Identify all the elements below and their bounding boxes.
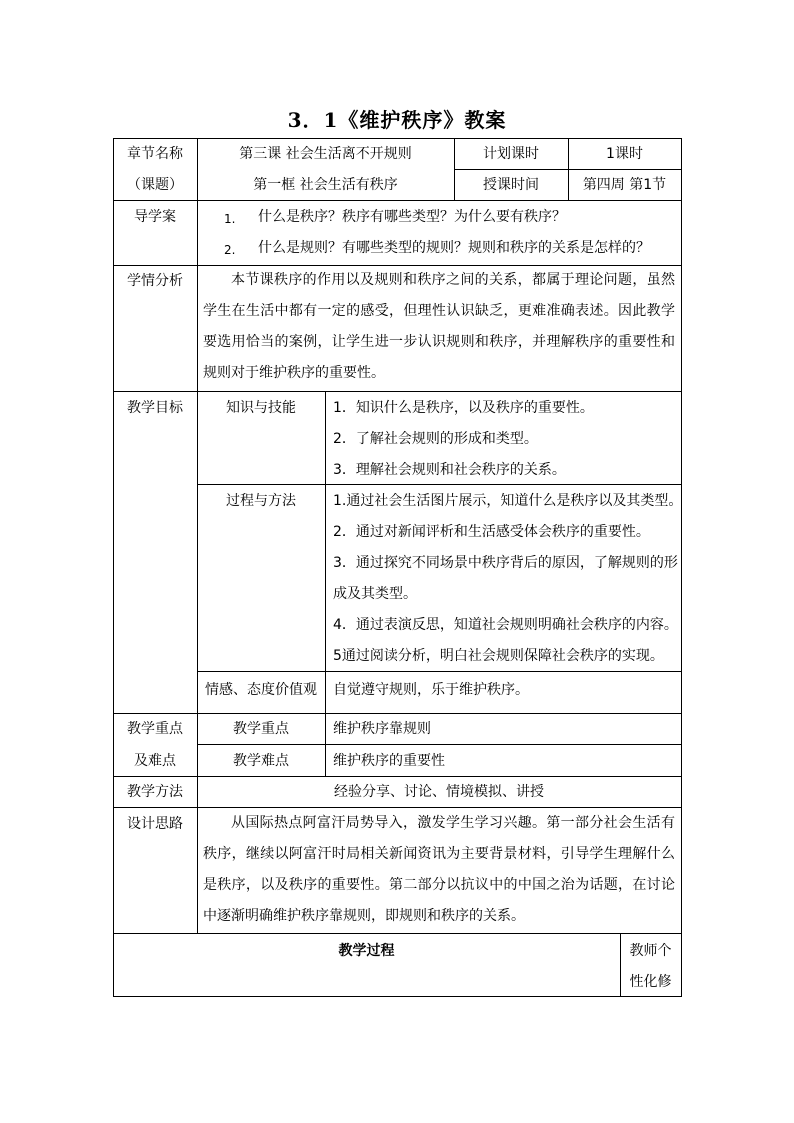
process-item: 4．通过表演反思，知道社会规则明确社会秩序的内容。	[333, 617, 678, 633]
teacher-notes-label-sub: 性化修	[629, 974, 672, 990]
difficulty-text: 维护秩序的重要性	[333, 753, 445, 769]
planned-hours-value: 1课时	[606, 146, 643, 162]
method-label: 教学方法	[127, 784, 183, 800]
teaching-time-label: 授课时间	[483, 177, 539, 193]
analysis-label: 学情分析	[127, 273, 183, 289]
design-text: 从国际热点阿富汗局势导入，激发学生学习兴趣。第一部分社会生活有秩序，继续以阿富汗时局相关新闻资讯为主要背景材料，引导学生理解什么是秩序，以及秩序的重要性。第二部分以抗议中的中国之治为话题，在讨论中逐渐明确维护秩序靠规则，即规则和秩序的关系。	[203, 815, 675, 924]
process-item: 3．通过探究不同场景中秩序背后的原因，了解规则的形	[333, 555, 678, 571]
guide-item-number: 1.	[224, 212, 236, 226]
process-item: 5通过阅读分析，明白社会规则保障社会秩序的实现。	[333, 648, 664, 664]
emotion-label: 情感、态度价值观	[205, 682, 317, 698]
teacher-notes-label: 教师个	[629, 943, 672, 959]
process-item: 成及其类型。	[333, 586, 417, 602]
planned-hours-label: 计划课时	[483, 146, 539, 162]
process-item: 1.通过社会生活图片展示，知道什么是秩序以及其类型。	[333, 493, 683, 509]
knowledge-label: 知识与技能	[226, 400, 296, 416]
teaching-process-label: 教学过程	[338, 943, 395, 959]
page-title: 3．1《维护秩序》教案	[287, 108, 507, 132]
method-text: 经验分享、讨论、情境模拟、讲授	[334, 784, 544, 800]
difficulty-label: 教学难点	[233, 753, 289, 769]
knowledge-item: 1．知识什么是秩序，以及秩序的重要性。	[333, 400, 594, 416]
objectives-label: 教学目标	[127, 400, 183, 416]
lesson-title: 第三课 社会生活离不开规则	[239, 146, 412, 162]
analysis-text: 本节课秩序的作用以及规则和秩序之间的关系，都属于理论问题，虽然学生在生活中都有一定的感受，但理性认识缺乏，更难准确表述。因此教学要选用恰当的案例，让学生进一步认识规则和秩序，并理解秩序的重要性和规则对于维护秩序的重要性。	[203, 272, 675, 381]
guide-label: 导学案	[134, 209, 176, 225]
guide-item: 什么是秩序？秩序有哪些类型？为什么要有秩序？	[258, 209, 566, 225]
process-item: 2．通过对新闻评析和生活感受体会秩序的重要性。	[333, 524, 650, 540]
guide-item: 什么是规则？有哪些类型的规则？规则和秩序的关系是怎样的？	[258, 240, 650, 256]
process-method-label: 过程与方法	[226, 493, 296, 509]
section-title: 第一框 社会生活有秩序	[253, 177, 398, 193]
guide-item-number: 2.	[224, 243, 236, 257]
design-label: 设计思路	[127, 816, 183, 832]
keypoints-label: 教学重点	[127, 721, 183, 737]
teaching-time-value: 第四周 第1节	[582, 177, 667, 193]
emotion-text: 自觉遵守规则，乐于维护秩序。	[333, 682, 529, 698]
focus-text: 维护秩序靠规则	[333, 721, 431, 737]
knowledge-item: 3．理解社会规则和社会秩序的关系。	[333, 462, 566, 478]
chapter-label-sub: （课题）	[127, 177, 183, 193]
keypoints-label-sub: 及难点	[134, 753, 176, 769]
chapter-label: 章节名称	[127, 146, 183, 162]
knowledge-item: 2．了解社会规则的形成和类型。	[333, 431, 538, 447]
focus-label: 教学重点	[233, 721, 289, 737]
